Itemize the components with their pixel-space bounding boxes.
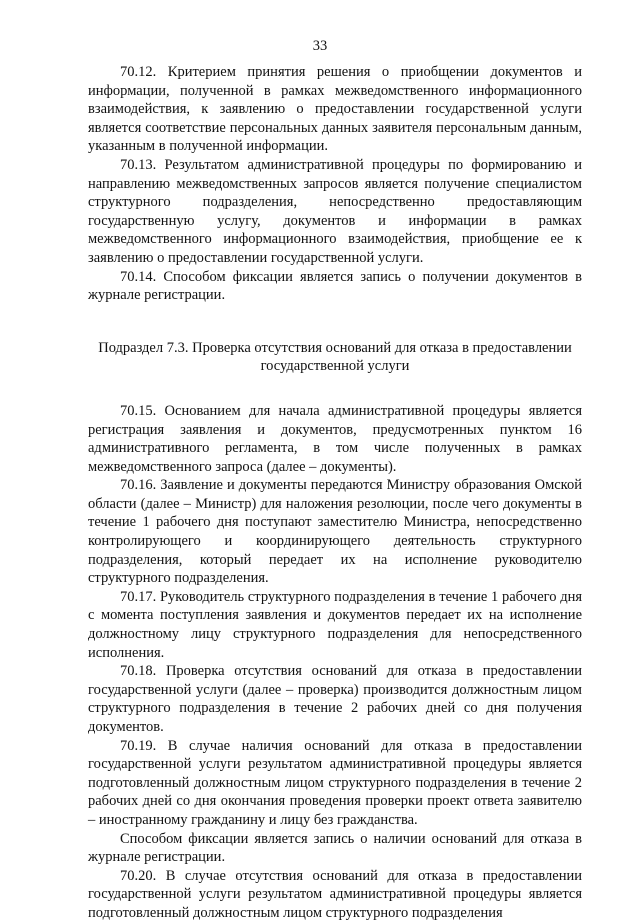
paragraph-70-13: 70.13. Результатом административной процедуры по формированию и направлению межведомственных запросов является получение специалистом структурного подразделения, непосредственно предоставляющим государственную услугу, документов и информации в рамках межведомственного информационного взаимодействия, приобщение ее к заявлению о предоставлении государственной услуги. xyxy=(88,156,582,266)
page-number: 33 xyxy=(312,38,328,54)
paragraph-fixation: Способом фиксации является запись о наличии оснований для отказа в журнале регистрации. xyxy=(88,830,582,866)
paragraph-70-19: 70.19. В случае наличия оснований для отказа в предоставлении государственной услуги результатом административной процедуры является подготовленный должностным лицом структурного подразделения в течение 2 рабочих дней со дня окончания проведения проверки проект ответа заявителю – иностранному гражданину и лицу без гражданства. xyxy=(88,737,582,828)
paragraph-70-12: 70.12. Критерием принятия решения о приобщении документов и информации, полученной в рамках межведомственного информационного взаимодействия, к заявлению о предоставлении государственной услуги является соответствие персональных данных заявителя персональным данным, указанным в полученной информации. xyxy=(88,64,582,155)
paragraph-70-15: 70.15. Основанием для начала административной процедуры является регистрация заявления и документов, предусмотренных пунктом 16 административного регламента, в том числе полученных в рамках межведомственного запроса (далее – документы). xyxy=(88,402,582,475)
document-body xyxy=(88,63,582,923)
subsection-heading: Подраздел 7.3. Проверка отсутствия оснований для отказа в предоставлении государственной услуги xyxy=(98,339,572,375)
paragraph-70-18: 70.18. Проверка отсутствия оснований для отказа в предоставлении государственной услуги (далее – проверка) производится должностным лицом структурного подразделения в течение 2 рабочих дней со дня получения документов. xyxy=(88,663,582,735)
paragraph-70-14: 70.14. Способом фиксации является запись о получении документов в журнале регистрации. xyxy=(88,268,582,304)
paragraph-70-20: 70.20. В случае отсутствия оснований для отказа в предоставлении государственной услуги результатом административной процедуры является подготовленный должностным лицом структурного подразделения xyxy=(88,867,582,921)
paragraph-70-16: 70.16. Заявление и документы передаются Министру образования Омской области (далее – Министр) для наложения резолюции, после чего документы в течение 1 рабочего дня поступают заместителю Министра, непосредственно контролирующего и координирующего деятельность структурного подразделения, который передает их на исполнение руководителю структурного подразделения. xyxy=(88,477,582,587)
paragraph-70-17: 70.17. Руководитель структурного подразделения в течение 1 рабочего дня с момента поступления заявления и документов передает их на исполнение должностному лицу структурного подразделения для непосредственного исполнения. xyxy=(88,588,582,661)
